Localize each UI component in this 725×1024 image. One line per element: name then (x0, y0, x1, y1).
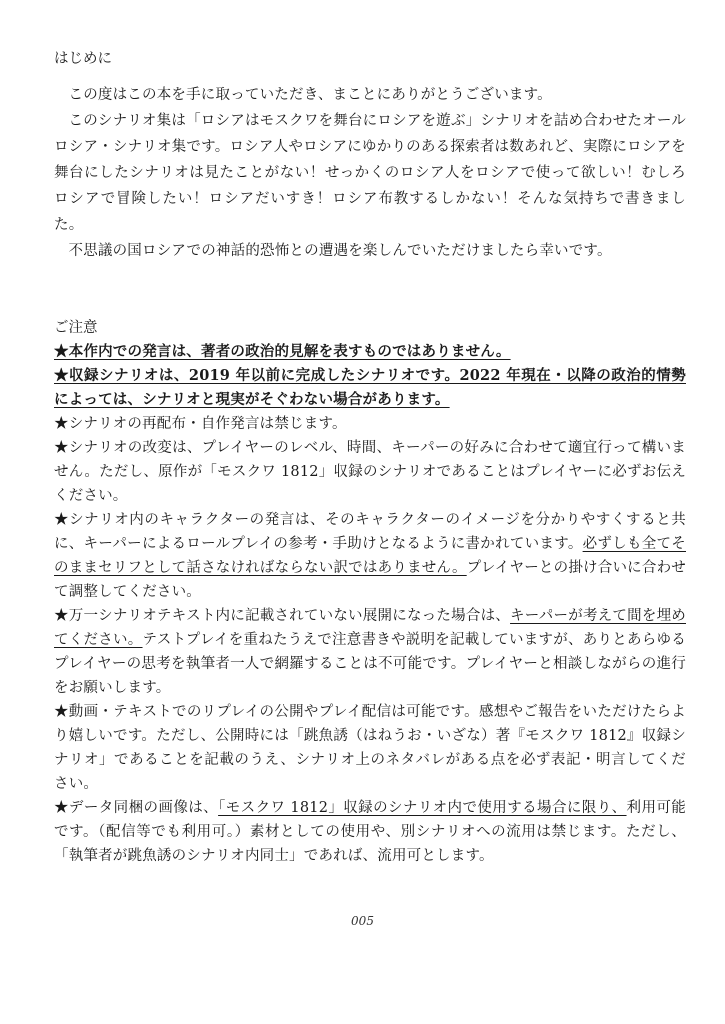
note-modification: ★シナリオの改変は、プレイヤーのレベル、時間、キーパーの好みに合わせて適宜行って構いません。ただし、原作が「モスクワ 1812」収録のシナリオであることはプレイヤーに必ずお伝えください。 (54, 440, 686, 504)
intro-paragraph-3: 不思議の国ロシアでの神話的恐怖との遭遇を楽しんでいただけましたら幸いです。 (68, 243, 612, 259)
notes-section (54, 316, 686, 868)
intro-paragraph-2: このシナリオ集は「ロシアはモスクワを舞台にロシアを遊ぶ」シナリオを詰め合わせたオールロシア・シナリオ集です。ロシア人やロシアにゆかりのある探索者は数あれど、実際にロシアを舞台にしたシナリオは見たことがない！せっかくのロシア人をロシアで使って欲しい！むしろロシアで冒険したい！ロシアだいすき！ロシア布教するしかない！そんな気持ちで書きました。 (54, 113, 686, 233)
note-character-dialogue (54, 508, 686, 604)
note-image-a: ★データ同梱の画像は、 (54, 800, 219, 816)
note-replay-streaming: ★動画・テキストでのリプレイの公開やプレイ配信は可能です。感想やご報告をいただけたらより嬉しいです。ただし、公開時には「跳魚誘（はねうお・いざな）著『モスクワ 1812』収録シナリオ」であることを記載のうえ、シナリオ上のネタバレがある点を必ず表記・明言してください。 (54, 704, 686, 792)
note-unexpected-b: テストプレイを重ねたうえで注意書きや説明を記載していますが、ありとあらゆるプレイヤーの思考を執筆者一人で網羅することは不可能です。プレイヤーと相談しながらの進行をお願いします。 (54, 632, 687, 696)
note-image-underlined: 「モスクワ 1812」収録のシナリオ内で使用する場合に限り、 (218, 800, 627, 816)
note-character-dialogue-a: ★シナリオ内のキャラクターの発言は、そのキャラクターのイメージを分かりやすくすると共に、キーパーによるロールプレイの参考・手助けとなるように書かれています。 (54, 512, 686, 552)
intro-body (54, 82, 686, 264)
note-unexpected-underlined: キーパーが考えて間を埋めてください。 (54, 608, 686, 648)
page-number: 005 (351, 914, 374, 928)
intro-title: はじめに (54, 51, 112, 67)
note-unexpected-a: ★万一シナリオテキスト内に記載されていない展開になった場合は、 (54, 608, 511, 624)
page-body (54, 46, 686, 868)
note-completion-date: ★収録シナリオは、2019 年以前に完成したシナリオです。2022 年現在・以降の政治的情勢によっては、シナリオと現実がそぐわない場合があります。 (54, 367, 686, 408)
notes-title: ご注意 (54, 320, 98, 336)
note-political-disclaimer: ★本作内での発言は、著者の政治的見解を表すものではありません。 (54, 343, 511, 360)
note-redistribution: ★シナリオの再配布・自作発言は禁じます。 (54, 416, 347, 432)
note-image-b: 利用可能です。（配信等でも利用可。）素材としての使用や、別シナリオへの流用は禁じます。ただし、「執筆者が跳魚誘のシナリオ内同士」であれば、流用可とします。 (54, 800, 686, 864)
intro-section (54, 46, 686, 264)
note-unexpected-development (54, 604, 686, 700)
note-character-dialogue-b: プレイヤーとの掛け合いに合わせて調整してください。 (54, 560, 686, 600)
intro-paragraph-1: この度はこの本を手に取っていただき、まことにありがとうございます。 (68, 87, 552, 103)
note-character-dialogue-underlined: 必ずしも全てそのままセリフとして話さなければならない訳ではありません。 (54, 536, 686, 576)
note-image-usage (54, 796, 686, 868)
